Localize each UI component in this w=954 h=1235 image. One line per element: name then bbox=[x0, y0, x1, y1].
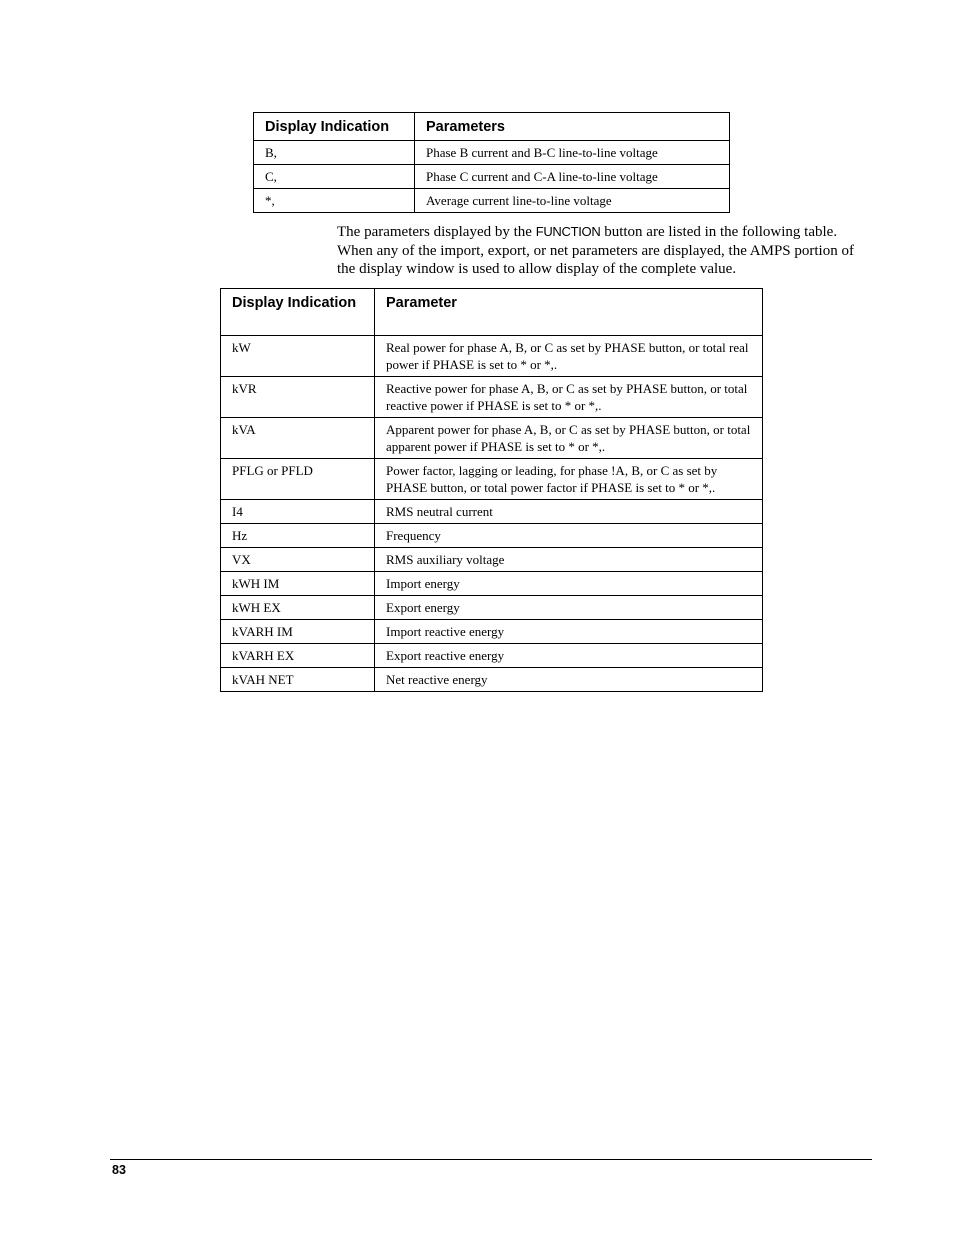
table-row bbox=[221, 418, 763, 459]
table-row bbox=[221, 596, 763, 620]
parameter-cell: Power factor, lagging or leading, for phase !A, B, or C as set by PHASE button, or total power factor if PHASE is set to * or *,. bbox=[375, 459, 763, 500]
display-indication-cell: kW bbox=[221, 336, 375, 377]
display-indication-cell: B, bbox=[254, 141, 415, 165]
footer-divider bbox=[110, 1159, 872, 1160]
table-row bbox=[221, 620, 763, 644]
display-indication-cell: kVARH EX bbox=[221, 644, 375, 668]
intro-text-before: The parameters displayed by the bbox=[337, 224, 536, 240]
display-indication-cell: kVAH NET bbox=[221, 668, 375, 692]
parameter-cell: Net reactive energy bbox=[375, 668, 763, 692]
display-indication-cell: PFLG or PFLD bbox=[221, 459, 375, 500]
parameter-cell: Phase B current and B-C line-to-line voltage bbox=[415, 141, 730, 165]
table-header-row bbox=[221, 289, 763, 336]
table-row bbox=[254, 189, 730, 213]
table-row bbox=[221, 548, 763, 572]
phase-display-table bbox=[253, 112, 730, 213]
display-indication-cell: *, bbox=[254, 189, 415, 213]
parameter-cell: Phase C current and C-A line-to-line voltage bbox=[415, 165, 730, 189]
table-header-row bbox=[254, 113, 730, 141]
table-row bbox=[254, 165, 730, 189]
display-indication-cell: kVARH IM bbox=[221, 620, 375, 644]
table-row bbox=[254, 141, 730, 165]
table-row bbox=[221, 377, 763, 418]
parameter-cell: RMS auxiliary voltage bbox=[375, 548, 763, 572]
display-indication-cell: I4 bbox=[221, 500, 375, 524]
parameter-cell: Average current line-to-line voltage bbox=[415, 189, 730, 213]
parameter-cell: Import reactive energy bbox=[375, 620, 763, 644]
parameter-cell: Export energy bbox=[375, 596, 763, 620]
parameter-cell: Apparent power for phase A, B, or C as set by PHASE button, or total apparent power if PHASE is set to * or *,. bbox=[375, 418, 763, 459]
table-row bbox=[221, 668, 763, 692]
display-indication-cell: kWH EX bbox=[221, 596, 375, 620]
display-indication-cell: C, bbox=[254, 165, 415, 189]
parameter-cell: Export reactive energy bbox=[375, 644, 763, 668]
table-row bbox=[221, 572, 763, 596]
column-header-parameter: Parameter bbox=[375, 289, 763, 336]
table-row bbox=[221, 336, 763, 377]
column-header-parameters: Parameters bbox=[415, 113, 730, 141]
display-indication-cell: kVA bbox=[221, 418, 375, 459]
parameter-cell: Import energy bbox=[375, 572, 763, 596]
parameter-cell: RMS neutral current bbox=[375, 500, 763, 524]
page-number: 83 bbox=[112, 1163, 126, 1177]
display-indication-cell: kWH IM bbox=[221, 572, 375, 596]
column-header-display-indication: Display Indication bbox=[254, 113, 415, 141]
display-indication-cell: kVR bbox=[221, 377, 375, 418]
table-row bbox=[221, 644, 763, 668]
parameter-cell: Reactive power for phase A, B, or C as set by PHASE button, or total reactive power if PHASE is set to * or *,. bbox=[375, 377, 763, 418]
function-button-name: FUNCTION bbox=[535, 224, 601, 239]
function-display-table bbox=[220, 288, 763, 692]
display-indication-cell: Hz bbox=[221, 524, 375, 548]
table-row bbox=[221, 459, 763, 500]
table-row bbox=[221, 500, 763, 524]
intro-paragraph bbox=[337, 223, 867, 279]
parameter-cell: Real power for phase A, B, or C as set by PHASE button, or total real power if PHASE is set to * or *,. bbox=[375, 336, 763, 377]
parameter-cell: Frequency bbox=[375, 524, 763, 548]
table-row bbox=[221, 524, 763, 548]
display-indication-cell: VX bbox=[221, 548, 375, 572]
intro-text-after: button are listed in the following table. When any of the import, export, or net parameters are displayed, the AMPS portion of the display window is used to allow display of the complete value. bbox=[337, 224, 854, 277]
column-header-display-indication: Display Indication bbox=[221, 289, 375, 336]
